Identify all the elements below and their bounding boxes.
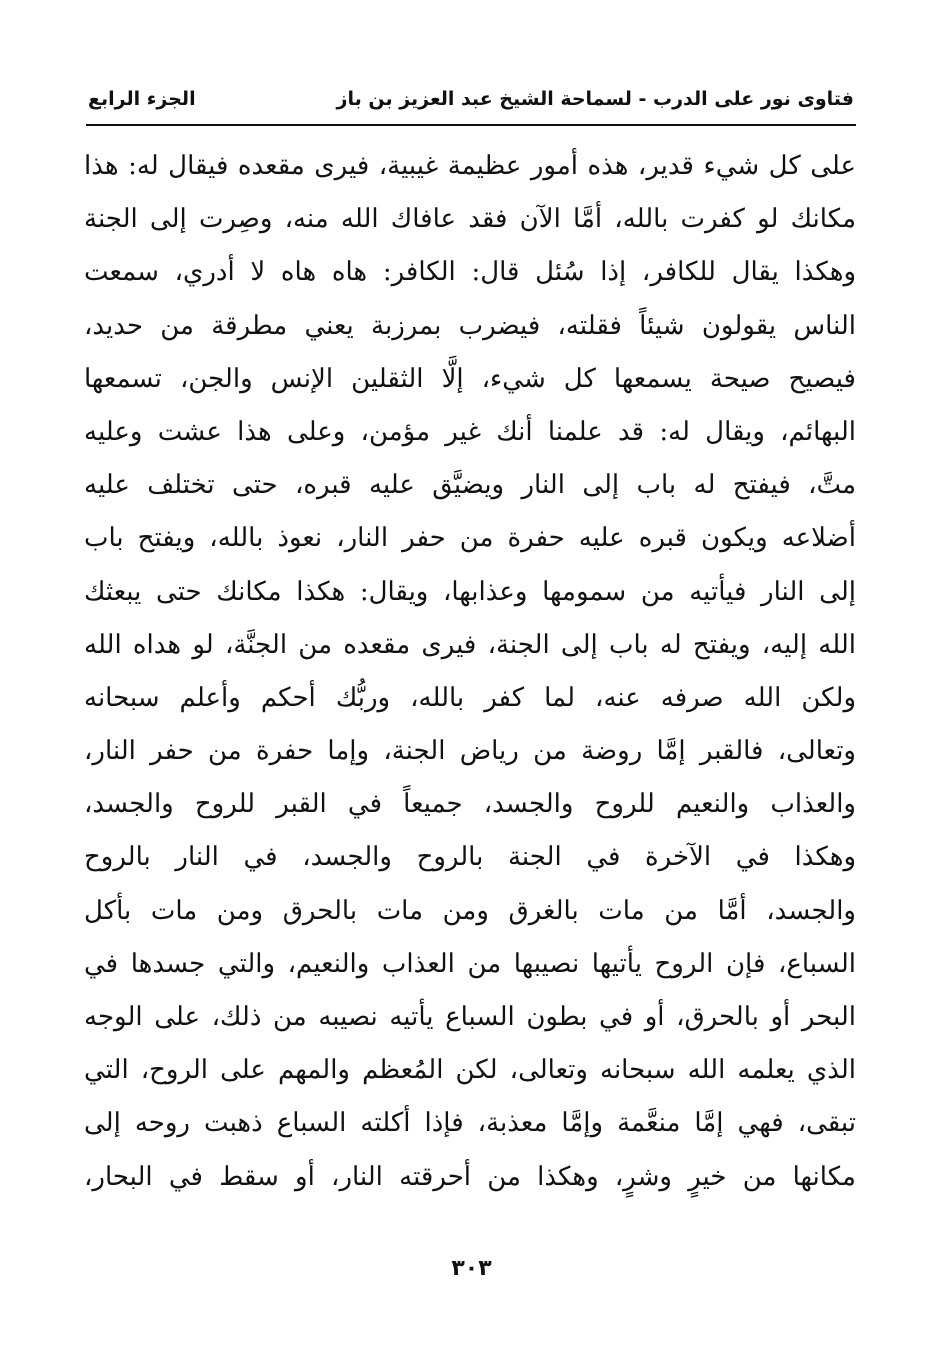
body-text <box>84 140 856 1204</box>
running-header <box>88 82 854 116</box>
text-line: وتعالى، فالقبر إمَّا روضة من رياض الجنة، وإما حفرة من حفر النار، <box>84 736 856 767</box>
text-line: مكانك لو كفرت بالله، أمَّا الآن فقد عافاك الله منه، وصِرت إلى الجنة <box>84 204 856 235</box>
text-line: السباع، فإن الروح يأتيها نصيبها من العذاب والنعيم، والتي جسدها في <box>84 948 856 979</box>
text-line: متَّ، فيفتح له باب إلى النار ويضيَّق عليه قبره، حتى تختلف عليه <box>84 470 856 501</box>
text-line: وهكذا يقال للكافر، إذا سُئل قال: الكافر: هاه هاه لا أدري، سمعت <box>84 257 856 288</box>
text-line: البهائم، ويقال له: قد علمنا أنك غير مؤمن، وعلى هذا عشت وعليه <box>84 416 856 447</box>
text-line: وهكذا في الآخرة في الجنة بالروح والجسد، في النار بالروح <box>84 842 856 873</box>
text-line: والجسد، أمَّا من مات بالغرق ومن مات بالحرق ومن مات بأكل <box>84 895 856 926</box>
text-line: والعذاب والنعيم للروح والجسد، جميعاً في القبر للروح والجسد، <box>84 789 856 820</box>
text-line: إلى النار فيأتيه من سمومها وعذابها، ويقال: هكذا مكانك حتى يبعثك <box>84 576 856 607</box>
text-line: تبقى، فهي إمَّا منعَّمة وإمَّا معذبة، فإذا أكلته السباع ذهبت روحه إلى <box>84 1108 856 1139</box>
text-line: أضلاعه ويكون قبره عليه حفرة من حفر النار، نعوذ بالله، ويفتح باب <box>84 523 856 554</box>
text-line: الله إليه، ويفتح له باب إلى الجنة، فيرى مقعده من الجنَّة، لو هداه الله <box>84 629 856 660</box>
text-line: الناس يقولون شيئاً فقلته، فيضرب بمرزبة يعني مطرقة من حديد، <box>84 310 856 341</box>
text-line: الذي يعلمه الله سبحانه وتعالى، لكن المُعظم والمهم على الروح، التي <box>84 1055 856 1086</box>
header-rule <box>86 124 856 126</box>
text-line: ولكن الله صرفه عنه، لما كفر بالله، وربُّك أحكم وأعلم سبحانه <box>84 682 856 713</box>
text-line: مكانها من خيرٍ وشرٍ، وهكذا من أحرقته النار، أو سقط في البحار، <box>84 1161 856 1192</box>
part-label: الجزء الرابع <box>88 88 196 110</box>
text-line: فيصيح صيحة يسمعها كل شيء، إلَّا الثقلين الإنس والجن، تسمعها <box>84 363 856 394</box>
text-line: على كل شيء قدير، هذه أمور عظيمة غيبية، فيرى مقعده فيقال له: هذا <box>84 151 856 181</box>
book-title: فتاوى نور على الدرب - لسماحة الشيخ عبد العزيز بن باز <box>336 88 854 110</box>
page-number: ٣٠٣ <box>451 1256 492 1281</box>
text-line: البحر أو بالحرق، أو في بطون السباع يأتيه نصيبه من ذلك، على الوجه <box>84 1002 856 1032</box>
